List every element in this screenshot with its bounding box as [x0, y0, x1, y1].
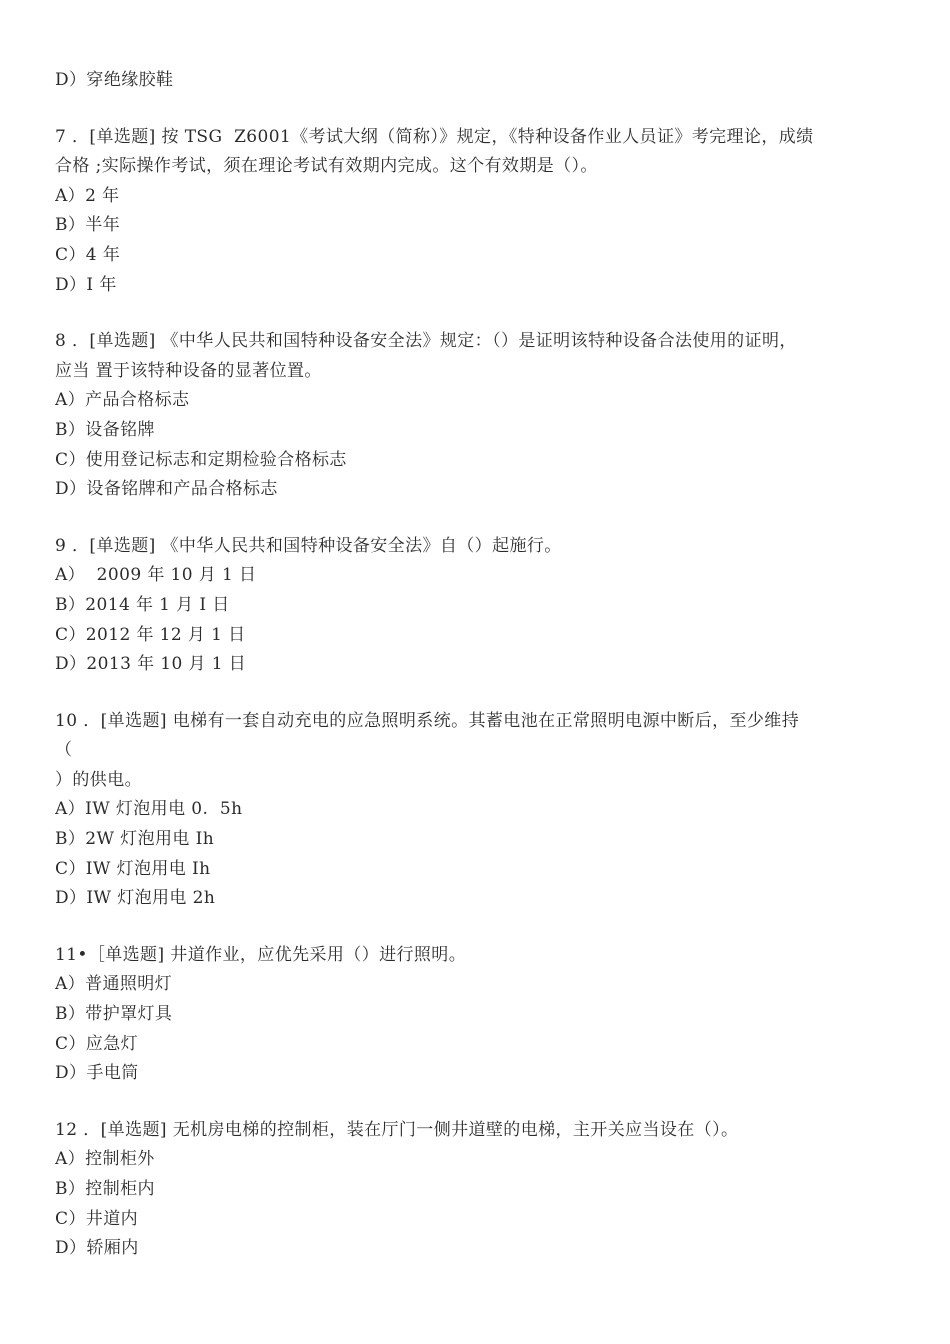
question-11	[55, 941, 895, 1089]
option-a: A）IW 灯泡用电 0. 5h	[55, 799, 243, 820]
question-10	[55, 707, 895, 914]
option-c: C）使用登记标志和定期检验合格标志	[55, 449, 347, 470]
option-d: D）轿厢内	[55, 1238, 139, 1259]
question-8	[55, 327, 895, 505]
option-c: C）IW 灯泡用电 Ih	[55, 858, 211, 879]
option-a: A）产品合格标志	[55, 390, 190, 411]
option-b: B）带护罩灯具	[55, 1004, 173, 1025]
option-d: D）2013 年 10 月 1 日	[55, 654, 247, 675]
question-text-line: （	[55, 740, 73, 761]
question-9	[55, 532, 895, 680]
option-line: D）穿绝缘胶鞋	[55, 70, 174, 90]
option-b: B）控制柜内	[55, 1179, 155, 1199]
question-text-line: 11•［单选题] 井道作业，应优先采用（）进行照明。	[55, 944, 467, 965]
option-b: B）2W 灯泡用电 Ih	[55, 829, 215, 850]
question-text-line: 9 ．[单选题] 《中华人民共和国特种设备安全法》自（）起施行。	[55, 535, 562, 556]
option-c: C）2012 年 12 月 1 日	[55, 624, 246, 645]
question-text-line: 应当 置于该特种设备的显著位置。	[55, 360, 322, 381]
option-a: A）普通照明灯	[55, 974, 173, 995]
option-a: A） 2009 年 10 月 1 日	[55, 565, 257, 586]
question-text-line: 10 ．[单选题] 电梯有一套自动充电的应急照明系统。其蓄电池在正常照明电源中断后，至少维持	[55, 710, 800, 731]
option-d: D）手电筒	[55, 1063, 139, 1084]
question-text-line: ）的供电。	[55, 769, 142, 790]
option-d: D）设备铭牌和产品合格标志	[55, 479, 278, 500]
option-c: C）井道内	[55, 1208, 139, 1229]
question-text-line: 8 ．[单选题] 《中华人民共和国特种设备安全法》规定：（）是证明该特种设备合法使用的证明，	[55, 331, 797, 352]
option-c: C）4 年	[55, 244, 121, 265]
question-7	[55, 123, 895, 301]
question-text-line: 12 ．[单选题] 无机房电梯的控制柜，装在厅门一侧井道壁的电梯，主开关应当设在（）。	[55, 1119, 739, 1140]
question-text-line: 合格 ;实际操作考试，须在理论考试有效期内完成。这个有效期是（）。	[55, 156, 598, 177]
option-c: C）应急灯	[55, 1033, 139, 1054]
previous-question-tail	[55, 66, 895, 96]
option-d: D）IW 灯泡用电 2h	[55, 888, 216, 909]
option-b: B）设备铭牌	[55, 419, 155, 440]
option-a: A）2 年	[55, 185, 120, 206]
option-a: A）控制柜外	[55, 1149, 155, 1170]
option-b: B）半年	[55, 215, 121, 236]
option-b: B）2014 年 1 月 I 日	[55, 594, 230, 615]
option-d: D）I 年	[55, 274, 117, 295]
exam-page	[55, 66, 895, 1264]
question-12	[55, 1116, 895, 1264]
question-text-line: 7 ．[单选题] 按 TSG Z6001《考试大纲（简称）》规定，《特种设备作业人员证》考完理论，成绩	[55, 126, 814, 147]
